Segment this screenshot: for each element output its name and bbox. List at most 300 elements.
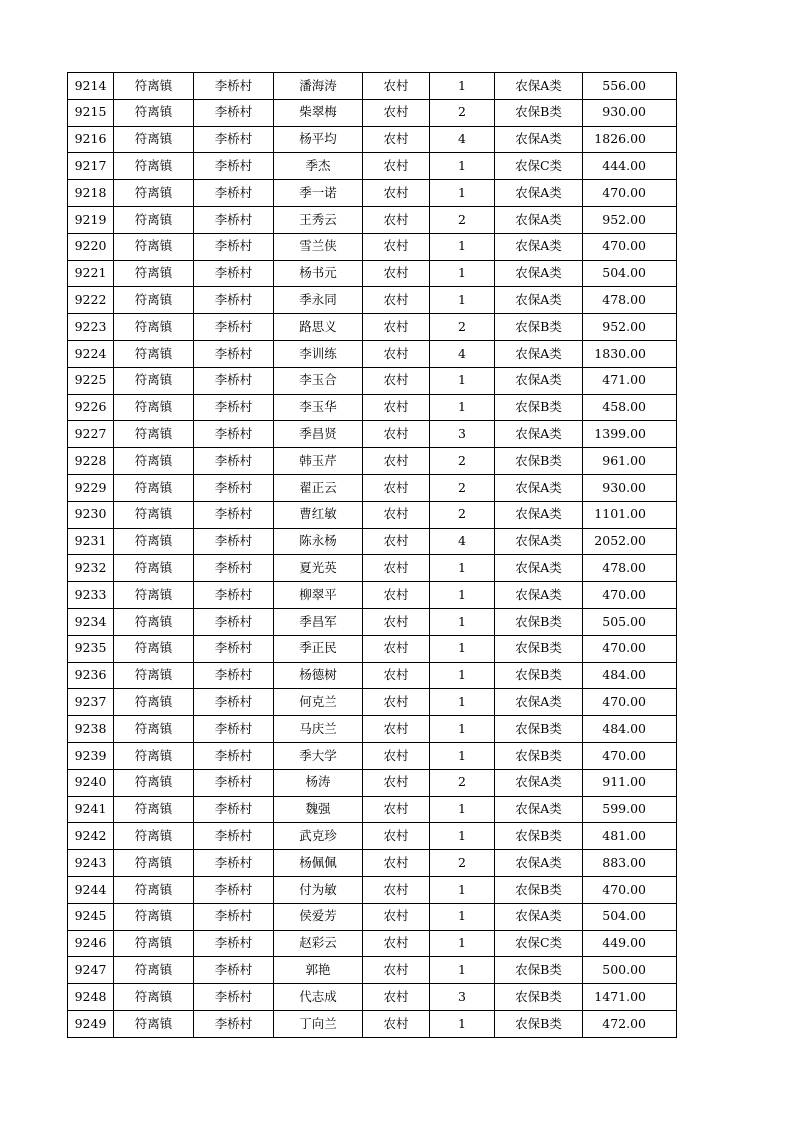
table-row [68, 850, 677, 877]
member-count-cell: 1 [430, 716, 495, 743]
household-type-cell: 农村 [363, 126, 430, 153]
household-type-cell: 农村 [363, 850, 430, 877]
amount-cell: 470.00 [583, 180, 677, 207]
table-row [68, 260, 677, 287]
household-type-cell: 农村 [363, 582, 430, 609]
village-cell: 李桥村 [194, 662, 274, 689]
member-count-cell: 4 [430, 126, 495, 153]
household-type-cell: 农村 [363, 930, 430, 957]
table-row [68, 421, 677, 448]
table-row [68, 99, 677, 126]
town-cell: 符离镇 [114, 126, 194, 153]
name-cell: 路思义 [274, 314, 363, 341]
record-id-cell: 9247 [68, 957, 114, 984]
village-cell: 李桥村 [194, 474, 274, 501]
insurance-class-cell: 农保A类 [495, 73, 583, 100]
town-cell: 符离镇 [114, 501, 194, 528]
record-id-cell: 9242 [68, 823, 114, 850]
record-id-cell: 9246 [68, 930, 114, 957]
amount-cell: 470.00 [583, 582, 677, 609]
village-cell: 李桥村 [194, 421, 274, 448]
amount-cell: 961.00 [583, 448, 677, 475]
household-type-cell: 农村 [363, 367, 430, 394]
name-cell: 李训练 [274, 340, 363, 367]
insurance-class-cell: 农保A类 [495, 233, 583, 260]
table-row [68, 689, 677, 716]
record-id-cell: 9218 [68, 180, 114, 207]
name-cell: 丁向兰 [274, 1010, 363, 1037]
table-row [68, 126, 677, 153]
table-row [68, 528, 677, 555]
village-cell: 李桥村 [194, 742, 274, 769]
table-row [68, 876, 677, 903]
amount-cell: 471.00 [583, 367, 677, 394]
record-id-cell: 9221 [68, 260, 114, 287]
insurance-class-cell: 农保A类 [495, 903, 583, 930]
town-cell: 符离镇 [114, 957, 194, 984]
insurance-class-cell: 农保A类 [495, 287, 583, 314]
member-count-cell: 1 [430, 260, 495, 287]
village-cell: 李桥村 [194, 73, 274, 100]
household-type-cell: 农村 [363, 528, 430, 555]
insurance-class-cell: 农保B类 [495, 635, 583, 662]
table-row [68, 153, 677, 180]
insurance-class-cell: 农保A类 [495, 340, 583, 367]
insurance-class-cell: 农保B类 [495, 742, 583, 769]
member-count-cell: 1 [430, 662, 495, 689]
member-count-cell: 1 [430, 582, 495, 609]
name-cell: 李玉华 [274, 394, 363, 421]
insurance-class-cell: 农保B类 [495, 876, 583, 903]
household-type-cell: 农村 [363, 260, 430, 287]
name-cell: 季大学 [274, 742, 363, 769]
town-cell: 符离镇 [114, 582, 194, 609]
town-cell: 符离镇 [114, 876, 194, 903]
record-id-cell: 9214 [68, 73, 114, 100]
town-cell: 符离镇 [114, 448, 194, 475]
household-type-cell: 农村 [363, 501, 430, 528]
village-cell: 李桥村 [194, 528, 274, 555]
member-count-cell: 2 [430, 501, 495, 528]
household-type-cell: 农村 [363, 796, 430, 823]
name-cell: 季一诺 [274, 180, 363, 207]
household-type-cell: 农村 [363, 287, 430, 314]
member-count-cell: 1 [430, 153, 495, 180]
household-type-cell: 农村 [363, 635, 430, 662]
member-count-cell: 1 [430, 73, 495, 100]
record-id-cell: 9227 [68, 421, 114, 448]
record-id-cell: 9236 [68, 662, 114, 689]
village-cell: 李桥村 [194, 930, 274, 957]
table-row [68, 823, 677, 850]
town-cell: 符离镇 [114, 796, 194, 823]
member-count-cell: 1 [430, 876, 495, 903]
name-cell: 李玉合 [274, 367, 363, 394]
amount-cell: 478.00 [583, 287, 677, 314]
insurance-class-cell: 农保A类 [495, 421, 583, 448]
member-count-cell: 1 [430, 394, 495, 421]
insurance-class-cell: 农保B类 [495, 823, 583, 850]
insurance-class-cell: 农保A类 [495, 367, 583, 394]
table-row [68, 340, 677, 367]
village-cell: 李桥村 [194, 582, 274, 609]
table-row [68, 769, 677, 796]
amount-cell: 556.00 [583, 73, 677, 100]
household-type-cell: 农村 [363, 1010, 430, 1037]
town-cell: 符离镇 [114, 850, 194, 877]
record-id-cell: 9226 [68, 394, 114, 421]
village-cell: 李桥村 [194, 876, 274, 903]
name-cell: 杨德树 [274, 662, 363, 689]
name-cell: 季永同 [274, 287, 363, 314]
village-cell: 李桥村 [194, 850, 274, 877]
name-cell: 杨涛 [274, 769, 363, 796]
village-cell: 李桥村 [194, 394, 274, 421]
town-cell: 符离镇 [114, 474, 194, 501]
name-cell: 季昌军 [274, 608, 363, 635]
insurance-class-cell: 农保A类 [495, 474, 583, 501]
member-count-cell: 1 [430, 957, 495, 984]
record-id-cell: 9235 [68, 635, 114, 662]
record-id-cell: 9224 [68, 340, 114, 367]
insurance-class-cell: 农保B类 [495, 957, 583, 984]
household-type-cell: 农村 [363, 876, 430, 903]
record-id-cell: 9241 [68, 796, 114, 823]
household-type-cell: 农村 [363, 716, 430, 743]
insurance-class-cell: 农保B类 [495, 394, 583, 421]
insurance-class-cell: 农保A类 [495, 582, 583, 609]
table-row [68, 555, 677, 582]
village-cell: 李桥村 [194, 501, 274, 528]
member-count-cell: 1 [430, 1010, 495, 1037]
record-id-cell: 9249 [68, 1010, 114, 1037]
household-type-cell: 农村 [363, 903, 430, 930]
name-cell: 杨书元 [274, 260, 363, 287]
town-cell: 符离镇 [114, 769, 194, 796]
household-type-cell: 农村 [363, 769, 430, 796]
village-cell: 李桥村 [194, 153, 274, 180]
table-row [68, 501, 677, 528]
name-cell: 杨平均 [274, 126, 363, 153]
table-row [68, 287, 677, 314]
amount-cell: 449.00 [583, 930, 677, 957]
village-cell: 李桥村 [194, 340, 274, 367]
record-id-cell: 9234 [68, 608, 114, 635]
village-cell: 李桥村 [194, 180, 274, 207]
town-cell: 符离镇 [114, 742, 194, 769]
name-cell: 陈永杨 [274, 528, 363, 555]
village-cell: 李桥村 [194, 716, 274, 743]
insurance-class-cell: 农保A类 [495, 555, 583, 582]
member-count-cell: 1 [430, 367, 495, 394]
amount-cell: 930.00 [583, 474, 677, 501]
member-count-cell: 1 [430, 689, 495, 716]
table-row [68, 1010, 677, 1037]
record-id-cell: 9231 [68, 528, 114, 555]
member-count-cell: 1 [430, 180, 495, 207]
town-cell: 符离镇 [114, 662, 194, 689]
household-type-cell: 农村 [363, 474, 430, 501]
town-cell: 符离镇 [114, 314, 194, 341]
record-id-cell: 9229 [68, 474, 114, 501]
amount-cell: 504.00 [583, 260, 677, 287]
town-cell: 符离镇 [114, 1010, 194, 1037]
table-row [68, 206, 677, 233]
name-cell: 赵彩云 [274, 930, 363, 957]
member-count-cell: 4 [430, 528, 495, 555]
name-cell: 季正民 [274, 635, 363, 662]
table-row [68, 180, 677, 207]
table-row [68, 662, 677, 689]
amount-cell: 484.00 [583, 716, 677, 743]
household-type-cell: 农村 [363, 448, 430, 475]
household-type-cell: 农村 [363, 153, 430, 180]
amount-cell: 470.00 [583, 876, 677, 903]
table-row [68, 314, 677, 341]
insurance-class-cell: 农保A类 [495, 206, 583, 233]
town-cell: 符离镇 [114, 555, 194, 582]
village-cell: 李桥村 [194, 287, 274, 314]
member-count-cell: 2 [430, 850, 495, 877]
table-row [68, 984, 677, 1011]
household-type-cell: 农村 [363, 689, 430, 716]
record-id-cell: 9244 [68, 876, 114, 903]
insurance-class-cell: 农保C类 [495, 153, 583, 180]
member-count-cell: 2 [430, 769, 495, 796]
table-row [68, 742, 677, 769]
member-count-cell: 2 [430, 206, 495, 233]
amount-cell: 952.00 [583, 314, 677, 341]
name-cell: 代志成 [274, 984, 363, 1011]
insurance-class-cell: 农保A类 [495, 528, 583, 555]
town-cell: 符离镇 [114, 367, 194, 394]
name-cell: 何克兰 [274, 689, 363, 716]
record-id-cell: 9237 [68, 689, 114, 716]
name-cell: 翟正云 [274, 474, 363, 501]
insurance-class-cell: 农保A类 [495, 689, 583, 716]
village-cell: 李桥村 [194, 448, 274, 475]
name-cell: 雪兰侠 [274, 233, 363, 260]
town-cell: 符离镇 [114, 206, 194, 233]
household-type-cell: 农村 [363, 608, 430, 635]
member-count-cell: 3 [430, 421, 495, 448]
member-count-cell: 1 [430, 233, 495, 260]
record-id-cell: 9225 [68, 367, 114, 394]
amount-cell: 952.00 [583, 206, 677, 233]
amount-cell: 444.00 [583, 153, 677, 180]
name-cell: 季杰 [274, 153, 363, 180]
household-type-cell: 农村 [363, 662, 430, 689]
record-id-cell: 9220 [68, 233, 114, 260]
table-row [68, 233, 677, 260]
insurance-class-cell: 农保B类 [495, 608, 583, 635]
amount-cell: 472.00 [583, 1010, 677, 1037]
member-count-cell: 2 [430, 314, 495, 341]
town-cell: 符离镇 [114, 340, 194, 367]
town-cell: 符离镇 [114, 903, 194, 930]
table-row [68, 448, 677, 475]
town-cell: 符离镇 [114, 180, 194, 207]
amount-cell: 478.00 [583, 555, 677, 582]
town-cell: 符离镇 [114, 99, 194, 126]
member-count-cell: 2 [430, 448, 495, 475]
name-cell: 韩玉芹 [274, 448, 363, 475]
name-cell: 潘海涛 [274, 73, 363, 100]
name-cell: 侯爱芳 [274, 903, 363, 930]
village-cell: 李桥村 [194, 555, 274, 582]
record-id-cell: 9233 [68, 582, 114, 609]
amount-cell: 1471.00 [583, 984, 677, 1011]
insurance-class-cell: 农保B类 [495, 716, 583, 743]
insurance-class-cell: 农保A类 [495, 796, 583, 823]
amount-cell: 505.00 [583, 608, 677, 635]
village-cell: 李桥村 [194, 126, 274, 153]
insurance-class-cell: 农保A类 [495, 850, 583, 877]
insurance-class-cell: 农保B类 [495, 1010, 583, 1037]
village-cell: 李桥村 [194, 233, 274, 260]
name-cell: 王秀云 [274, 206, 363, 233]
household-type-cell: 农村 [363, 180, 430, 207]
table-row [68, 635, 677, 662]
table-row [68, 394, 677, 421]
amount-cell: 481.00 [583, 823, 677, 850]
town-cell: 符离镇 [114, 260, 194, 287]
record-id-cell: 9243 [68, 850, 114, 877]
record-id-cell: 9217 [68, 153, 114, 180]
record-id-cell: 9216 [68, 126, 114, 153]
amount-cell: 504.00 [583, 903, 677, 930]
village-cell: 李桥村 [194, 99, 274, 126]
household-type-cell: 农村 [363, 314, 430, 341]
record-id-cell: 9248 [68, 984, 114, 1011]
record-id-cell: 9238 [68, 716, 114, 743]
household-type-cell: 农村 [363, 73, 430, 100]
amount-cell: 599.00 [583, 796, 677, 823]
amount-cell: 500.00 [583, 957, 677, 984]
name-cell: 杨佩佩 [274, 850, 363, 877]
village-cell: 李桥村 [194, 635, 274, 662]
town-cell: 符离镇 [114, 984, 194, 1011]
amount-cell: 470.00 [583, 742, 677, 769]
village-cell: 李桥村 [194, 823, 274, 850]
member-count-cell: 2 [430, 99, 495, 126]
village-cell: 李桥村 [194, 903, 274, 930]
amount-cell: 883.00 [583, 850, 677, 877]
town-cell: 符离镇 [114, 930, 194, 957]
insurance-class-cell: 农保B类 [495, 314, 583, 341]
record-id-cell: 9239 [68, 742, 114, 769]
record-id-cell: 9240 [68, 769, 114, 796]
town-cell: 符离镇 [114, 73, 194, 100]
member-count-cell: 1 [430, 823, 495, 850]
name-cell: 夏光英 [274, 555, 363, 582]
amount-cell: 470.00 [583, 689, 677, 716]
town-cell: 符离镇 [114, 528, 194, 555]
table-row [68, 608, 677, 635]
name-cell: 马庆兰 [274, 716, 363, 743]
table-row [68, 930, 677, 957]
member-count-cell: 1 [430, 930, 495, 957]
table-row [68, 957, 677, 984]
name-cell: 曹红敏 [274, 501, 363, 528]
village-cell: 李桥村 [194, 367, 274, 394]
insurance-class-cell: 农保A类 [495, 769, 583, 796]
member-count-cell: 4 [430, 340, 495, 367]
table-row [68, 903, 677, 930]
member-count-cell: 3 [430, 984, 495, 1011]
member-count-cell: 1 [430, 287, 495, 314]
amount-cell: 1826.00 [583, 126, 677, 153]
member-count-cell: 1 [430, 796, 495, 823]
insurance-class-cell: 农保A类 [495, 501, 583, 528]
insurance-class-cell: 农保A类 [495, 180, 583, 207]
town-cell: 符离镇 [114, 689, 194, 716]
table-row [68, 716, 677, 743]
member-count-cell: 2 [430, 474, 495, 501]
village-cell: 李桥村 [194, 314, 274, 341]
household-type-cell: 农村 [363, 99, 430, 126]
amount-cell: 911.00 [583, 769, 677, 796]
amount-cell: 2052.00 [583, 528, 677, 555]
insurance-class-cell: 农保A类 [495, 260, 583, 287]
table-row [68, 367, 677, 394]
insurance-class-cell: 农保A类 [495, 126, 583, 153]
town-cell: 符离镇 [114, 823, 194, 850]
amount-cell: 470.00 [583, 233, 677, 260]
amount-cell: 458.00 [583, 394, 677, 421]
town-cell: 符离镇 [114, 716, 194, 743]
amount-cell: 1101.00 [583, 501, 677, 528]
village-cell: 李桥村 [194, 984, 274, 1011]
town-cell: 符离镇 [114, 608, 194, 635]
household-type-cell: 农村 [363, 394, 430, 421]
insurance-class-cell: 农保B类 [495, 448, 583, 475]
amount-cell: 484.00 [583, 662, 677, 689]
name-cell: 武克珍 [274, 823, 363, 850]
record-id-cell: 9219 [68, 206, 114, 233]
amount-cell: 470.00 [583, 635, 677, 662]
record-id-cell: 9245 [68, 903, 114, 930]
name-cell: 季昌贤 [274, 421, 363, 448]
town-cell: 符离镇 [114, 287, 194, 314]
table-row [68, 582, 677, 609]
table-row [68, 796, 677, 823]
member-count-cell: 1 [430, 742, 495, 769]
record-id-cell: 9232 [68, 555, 114, 582]
name-cell: 柳翠平 [274, 582, 363, 609]
amount-cell: 1830.00 [583, 340, 677, 367]
amount-cell: 930.00 [583, 99, 677, 126]
insurance-class-cell: 农保B类 [495, 99, 583, 126]
roster-body [68, 73, 677, 1038]
village-cell: 李桥村 [194, 260, 274, 287]
village-cell: 李桥村 [194, 689, 274, 716]
household-type-cell: 农村 [363, 742, 430, 769]
town-cell: 符离镇 [114, 421, 194, 448]
member-count-cell: 1 [430, 635, 495, 662]
member-count-cell: 1 [430, 903, 495, 930]
name-cell: 郭艳 [274, 957, 363, 984]
record-id-cell: 9223 [68, 314, 114, 341]
household-type-cell: 农村 [363, 555, 430, 582]
insurance-class-cell: 农保B类 [495, 662, 583, 689]
village-cell: 李桥村 [194, 957, 274, 984]
village-cell: 李桥村 [194, 206, 274, 233]
record-id-cell: 9228 [68, 448, 114, 475]
name-cell: 付为敏 [274, 876, 363, 903]
household-type-cell: 农村 [363, 206, 430, 233]
village-cell: 李桥村 [194, 769, 274, 796]
